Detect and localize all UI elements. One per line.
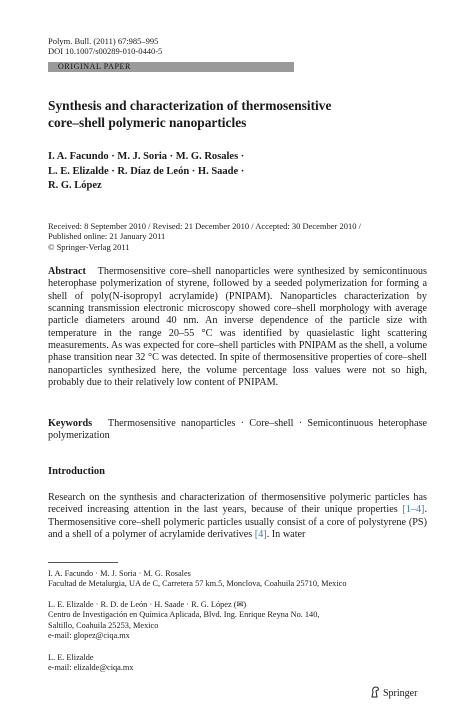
springer-horse-icon [370,686,380,698]
section-label: ORIGINAL PAPER [58,62,131,71]
doi: DOI 10.1007/s00289-010-0440-5 [48,46,163,56]
citation-link-4[interactable]: [4] [254,529,267,541]
publisher-name: Springer [383,688,418,699]
intro-text-b: . Thermosensitive core–shell polymeric particles usually consist of a core of polystyrene (PS) and a shell of a polymer of acrylamide derivatives [48,504,427,541]
affiliation-1-address: Facultad de Metalurgia, UA de C, Carretera 57 km.5, Monclova, Coahuila 25710, Mexico [48,579,347,589]
authors-line-3: R. G. López [48,180,102,192]
affiliation-2-line-1: Centro de Investigación en Química Aplicada, Blvd. Ing. Enrique Reyna No. 140, [48,610,320,620]
publication-dates [48,221,438,252]
journal-citation: Polym. Bull. (2011) 67:985–995 [48,36,159,46]
affiliation-1 [48,569,408,590]
affiliation-3-email: e-mail: elizalde@ciqa.mx [48,663,134,673]
abstract-heading: Abstract [48,266,86,277]
keywords [48,418,427,443]
article-title [48,97,428,131]
introduction-heading: Introduction [48,466,105,477]
introduction-paragraph [48,492,427,541]
keywords-body: Thermosensitive nanoparticles · Core–shell · Semicontinuous heterophase polymerization [48,418,427,442]
affiliation-2-email: e-mail: glopez@ciqa.mx [48,630,130,640]
affiliation-3-names: L. E. Elizalde [48,653,94,662]
title-line-1: Synthesis and characterization of thermosensitive [48,98,332,113]
section-banner [48,62,294,72]
publisher-logo [370,686,417,699]
authors-line-1: I. A. Facundo · M. J. Soria · M. G. Rosales · [48,151,245,162]
affiliation-3 [48,653,408,674]
dates-line-1: Received: 8 September 2010 / Revised: 21 December 2010 / Accepted: 30 December 2010 / [48,221,361,231]
intro-text-c: . In water [266,529,306,541]
abstract [48,266,427,389]
footnote-divider [48,562,118,563]
dates-line-2: Published online: 21 January 2011 [48,231,166,242]
title-line-2: core–shell polymeric nanoparticles [48,115,247,130]
affiliation-2 [48,600,408,641]
affiliation-1-names: I. A. Facundo · M. J. Soria · M. G. Rosales [48,569,191,578]
citation-link-1-4[interactable]: [1–4] [402,504,425,516]
keywords-heading: Keywords [48,418,93,429]
intro-text-a: Research on the synthesis and characterization of thermosensitive polymeric particles has received increasing attention in the last years, because of their unique properties [48,492,427,516]
author-list [48,150,428,194]
copyright: © Springer-Verlag 2011 [48,241,130,252]
affiliation-2-names: L. E. Elizalde · R. D. de León · H. Saade · R. G. López (✉) [48,600,247,609]
abstract-body: Thermosensitive core–shell nanoparticles were synthesized by semicontinuous heterophase polymerization of styrene, followed by a seeded polymerization for forming a shell of poly(N-isopropyl acrylamide) (PNIPAM). Nanoparticles characterization by scanning transmission electronic microscopy showed core–shell morphology with average particle diameters around 40 nm. An inverse dependence of the particle size with temperature in the range 20–55 °C was identified by quasielastic light scattering measurements. As was expected for core–shell particles with PNIPAM as the shell, a volume phase transition near 32 °C was detected. In spite of thermosensitive properties of core–shell nanoparticles synthesized here, the volume percentage loss values were not so high, probably due to their relatively low content of PNIPAM. [48,266,427,389]
affiliation-2-line-2: Saltillo, Coahuila 25253, Mexico [48,620,159,630]
authors-line-2: L. E. Elizalde · R. Díaz de León · H. Saade · [48,165,245,177]
